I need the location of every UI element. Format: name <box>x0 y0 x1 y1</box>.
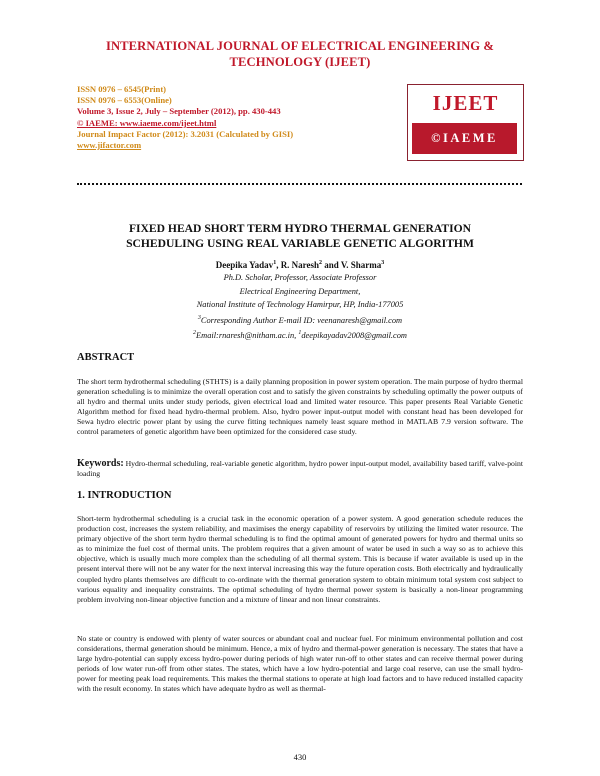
volume-info: Volume 3, Issue 2, July – September (2012), pp. 430-443 <box>77 106 281 117</box>
journal-title <box>0 38 600 70</box>
journal-title-line2: TECHNOLOGY (IJEET) <box>229 55 371 69</box>
header-divider <box>77 183 522 185</box>
author-emails <box>60 327 540 342</box>
paper-title-line2: SCHEDULING USING REAL VARIABLE GENETIC ALGORITHM <box>126 237 474 250</box>
affiliation-roles: Ph.D. Scholar, Professor, Associate Professor <box>223 273 377 282</box>
corresponding-sup: 3 <box>197 314 201 321</box>
keywords <box>77 459 523 479</box>
introduction-paragraph-2: No state or country is endowed with plenty of water sources or abundant coal and nuclear fuel. For minimum environmental pollution and cost considerations, thermal generation should be minimum. Hence, a mix of hydro and thermal-power generation is necessary. The states that have a large hydro-potential can supply excess hydro-power during periods of high water run-off to other states and can receive thermal power during periods of low water run-off from other states. The states, which have a low hydro-potential and large coal reserve, can use the small hydro-power for meeting peak load requirements. This makes the thermal stations to operate at high load factors and to have reduced installed capacity with the result economy. In states which have adequate hydro as well as thermal- <box>77 634 523 694</box>
affiliation-institute: National Institute of Technology Hamirpur, HP, India-177005 <box>196 300 404 309</box>
keywords-label: Keywords: <box>77 458 124 469</box>
email-1: deepikayadav2008@gmail.com <box>301 330 407 340</box>
jifactor-link[interactable]: www.jifactor.com <box>77 140 142 151</box>
ijeet-logo <box>407 84 524 161</box>
email-2: Email:rnaresh@nitham.ac.in, <box>196 330 299 340</box>
abstract-text: The short term hydrothermal scheduling (STHTS) is a daily planning proposition in power system operation. The main purpose of hydro thermal generation scheduling is to minimize the overall operation cost and to satisfy the given constraints by scheduling optimally the power outputs of all hydro and thermal units under study periods, given electrical load and limited water resource. This paper presents Real Variable Genetic Algorithm method for fixed head hydro-thermal problem. Also, hydro power input-output model with constant head has been developed for Sewa hydro electric power plant by using the curve fitting techniques namely least square method in MATLAB 7.9 version software. The control parameters of genetic algorithm have been optimized for the considered case study. <box>77 377 523 437</box>
author-2-sup: 2 <box>319 260 323 266</box>
issn-online: ISSN 0976 – 6553(Online) <box>77 95 172 106</box>
author-block <box>60 257 540 342</box>
paper-title-line1: FIXED HEAD SHORT TERM HYDRO THERMAL GENERATION <box>128 222 472 235</box>
keywords-text: Hydro-thermal scheduling, real-variable genetic algorithm, hydro power input-output model, availability based tariff, valve-point loading <box>77 459 523 479</box>
author-names <box>60 257 540 271</box>
email-2-sup: 2 <box>193 329 197 336</box>
author-2: , R. Naresh <box>276 260 320 270</box>
corresponding-author <box>60 312 540 327</box>
corresponding-email: Corresponding Author E-mail ID: veenanaresh@gmail.com <box>200 315 403 325</box>
author-3-sup: 3 <box>381 260 385 266</box>
author-1-sup: 1 <box>273 260 277 266</box>
introduction-heading: 1. INTRODUCTION <box>77 490 172 501</box>
issn-print: ISSN 0976 – 6545(Print) <box>77 84 167 94</box>
journal-title-line1: INTERNATIONAL JOURNAL OF ELECTRICAL ENGINEERING & <box>105 39 495 53</box>
paper-title <box>60 221 540 251</box>
email-1-sup: 1 <box>298 329 302 336</box>
author-3: and V. Sharma <box>322 260 382 270</box>
introduction-paragraph-1: Short-term hydrothermal scheduling is a crucial task in the economic operation of a power system. A good generation schedule reduces the production cost, increases the system reliability, and maximises the energy capability of reservoirs by utilizing the limited water resource. The primary objective of the short term hydro thermal scheduling is to find the optimal amount of generated powers for hydro and thermal units so as to minimize the fuel cost of thermal units. The problem requires that a given amount of water be used in such a way so as to achieve this objective, which is usually much more complex than the scheduling of all thermal system. This is because if water available is used up in the present interval there will not be any water for the next interval increasing this way the future operation costs. Both electrically and hydraulically coupled hydro plants themselves are difficult to co-ordinate with the thermal generation system to obtain minimum total system cost subject to various equality and inequality constraints. The optimal scheduling of hydro thermal power system is basically a non-linear programming problem involving non-linear objective function and a mixture of linear and non linear constraints. <box>77 514 523 604</box>
logo-ijeet-text: IJEET <box>432 91 499 115</box>
author-1: Deepika Yadav <box>215 260 274 270</box>
logo-iaeme-text: ©IAEME <box>412 123 517 154</box>
page-number: 430 <box>293 752 307 762</box>
journal-meta <box>77 84 397 151</box>
iaeme-link[interactable]: © IAEME: www.iaeme.com/ijeet.html <box>77 117 217 128</box>
impact-factor: Journal Impact Factor (2012): 3.2031 (Calculated by GISI) <box>77 128 294 139</box>
affiliation-department: Electrical Engineering Department, <box>239 286 361 296</box>
abstract-heading: ABSTRACT <box>77 352 135 363</box>
